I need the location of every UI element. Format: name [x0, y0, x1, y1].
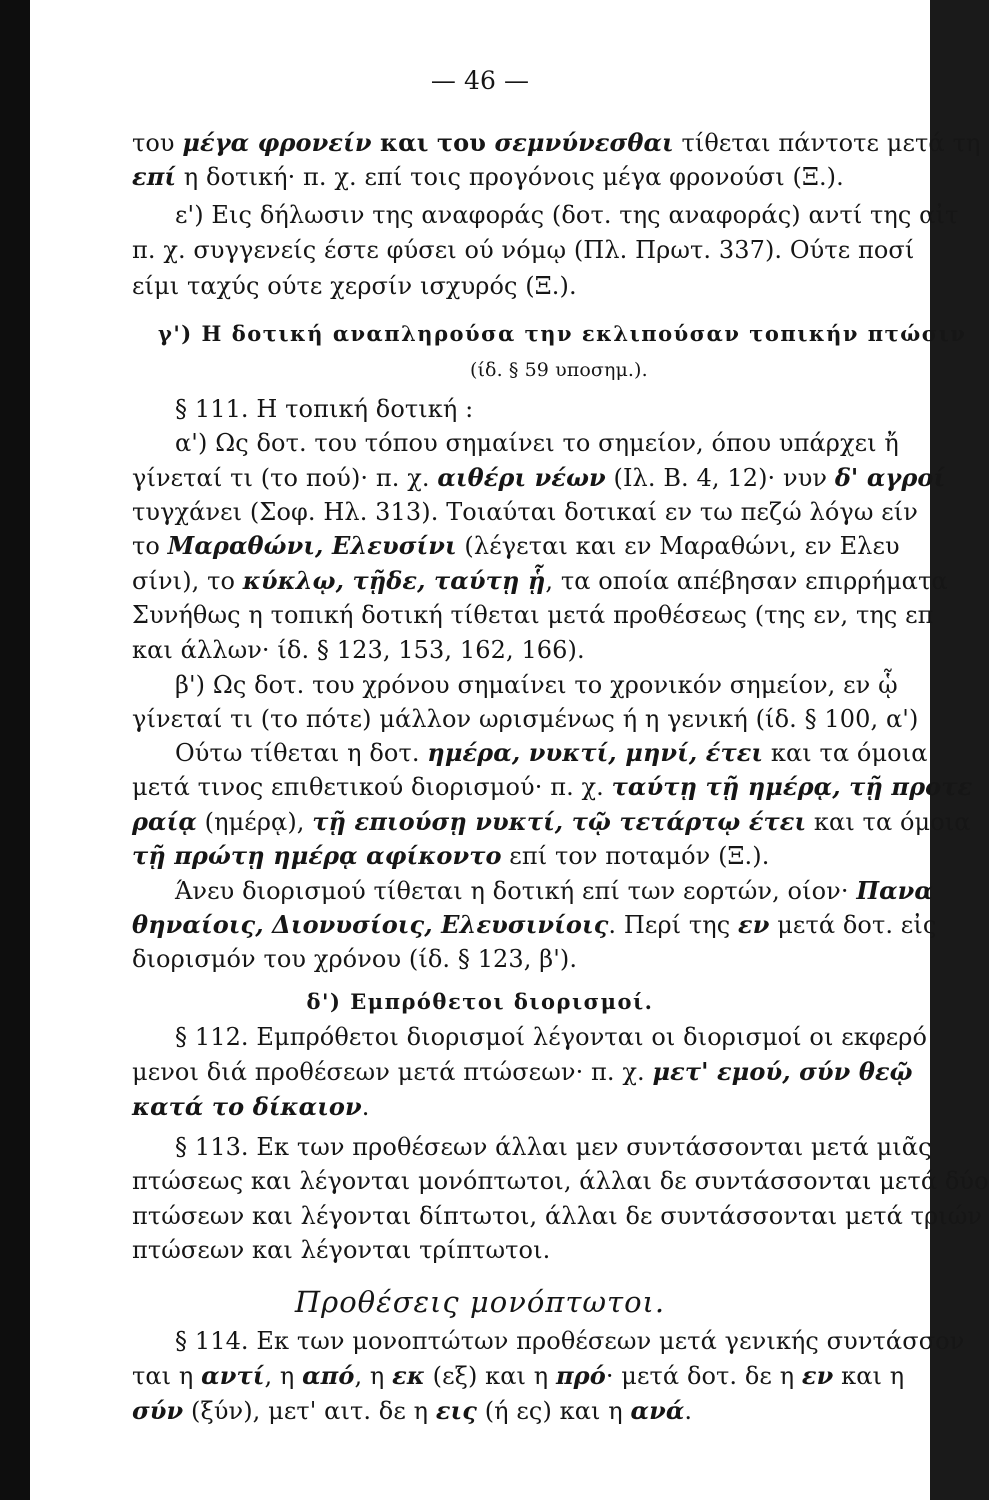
text-line: α') Ως δοτ. του τόπου σημαίνει το σημείον, όπου υπάρχει ἤ	[175, 429, 899, 457]
text-line: γίνεταί τι (το πού)· π. χ. αιθέρι νέων (Ιλ. Β. 4, 12)· νυν δ' αγροί	[132, 463, 946, 492]
text-line: του μέγα φρονείν και του σεμνύνεσθαι τίθεται πάντοτε μετά τη	[132, 128, 981, 157]
text-line: (ίδ. § 59 υποσημ.).	[470, 359, 648, 381]
text-line: το Μαραθώνι, Ελευσίνι (λέγεται και εν Μαραθώνι, εν Ελευ	[132, 531, 900, 560]
paragraph-heading: § 114. Εκ των μονοπτώτων προθέσεων μετά γενικής συντάσσον	[175, 1327, 965, 1355]
text-line: σύν (ξύν), μετ' αιτ. δε η εις (ή ες) και η ανά.	[132, 1396, 693, 1425]
paragraph-heading: § 112. Εμπρόθετοι διορισμοί λέγονται οι διορισμοί οι εκφερό	[175, 1023, 928, 1051]
text-line: πτώσεων και λέγονται τρίπτωτοι.	[132, 1236, 551, 1264]
paragraph-heading: § 113. Εκ των προθέσεων άλλαι μεν συντάσσονται μετά μιᾶς	[175, 1133, 932, 1161]
text-line: διορισμόν του χρόνου (ίδ. § 123, β').	[132, 945, 578, 973]
section-title: Προθέσεις μονόπτωτοι.	[294, 1285, 666, 1319]
text-line: και άλλων· ίδ. § 123, 153, 162, 166).	[132, 636, 585, 664]
text-line: είμι ταχύς ούτε χερσίν ισχυρός (Ξ.).	[132, 272, 577, 300]
section-heading: δ') Εμπρόθετοι διορισμοί.	[306, 989, 654, 1014]
text-line: κατά το δίκαιον.	[132, 1092, 370, 1121]
text-line: β') Ως δοτ. του χρόνου σημαίνει το χρονικόν σημείον, εν ᾧ	[175, 671, 898, 699]
text-line: ε') Εις δήλωσιν της αναφοράς (δοτ. της αναφοράς) αντί της αἰτ	[175, 201, 959, 229]
text-line: επί η δοτική· π. χ. επί τοις προγόνοις μέγα φρονούσι (Ξ.).	[132, 162, 844, 191]
text-line: θηναίοις, Διονυσίοις, Ελευσινίοις. Περί της εν μετά δοτ. εἰς	[132, 910, 937, 939]
text-line: πτώσεως και λέγονται μονόπτωτοι, άλλαι δε συντάσσονται μετά δύο	[132, 1167, 989, 1195]
text-line: Άνευ διορισμού τίθεται η δοτική επί των εορτών, οίον· Πανα	[175, 876, 933, 905]
text-line: γίνεταί τι (το πότε) μάλλον ωρισμένως ή η γενική (ίδ. § 100, α')	[132, 705, 919, 733]
text-line: Ούτω τίθεται η δοτ. ημέρα, νυκτί, μηνί, έτει και τα όμοια	[175, 738, 928, 767]
text-line: μετά τινος επιθετικού διορισμού· π. χ. ταύτῃ τῇ ημέρᾳ, τῇ προτε	[132, 772, 973, 801]
section-heading: γ') Η δοτική αναπληρούσα την εκλιπούσαν τοπικήν πτώσιν	[158, 321, 967, 346]
text-line: Συνήθως η τοπική δοτική τίθεται μετά προθέσεως (της εν, της επ	[132, 601, 934, 629]
text-line: τυγχάνει (Σοφ. Ηλ. 313). Τοιαύται δοτικαί εν τω πεζώ λόγω είν	[132, 498, 918, 526]
text-line: ται η αντί, η από, η εκ (εξ) και η πρό· μετά δοτ. δε η εν και η	[132, 1361, 905, 1390]
paragraph-heading: § 111. Η τοπική δοτική :	[175, 395, 474, 423]
text-line: σίνι), το κύκλῳ, τῇδε, ταύτῃ ᾗ, τα οποία απέβησαν επιρρήματα	[132, 566, 948, 595]
text-line: πτώσεων και λέγονται δίπτωτοι, άλλαι δε συντάσσονται μετά τριών	[132, 1202, 983, 1230]
text-line: π. χ. συγγενείς έστε φύσει ού νόμῳ (Πλ. Πρωτ. 337). Ούτε ποσί	[132, 236, 915, 264]
text-line: μενοι διά προθέσεων μετά πτώσεων· π. χ. μετ' εμού, σύν θεῷ	[132, 1057, 913, 1086]
page-number: — 46 —	[430, 66, 530, 95]
text-line: τῇ πρώτῃ ημέρᾳ αφίκοντο επί τον ποταμόν (Ξ.).	[132, 841, 770, 870]
text-line: ραίᾳ (ημέρᾳ), τῇ επιούσῃ νυκτί, τῷ τετάρτῳ έτει και τα όμοια	[132, 807, 971, 836]
